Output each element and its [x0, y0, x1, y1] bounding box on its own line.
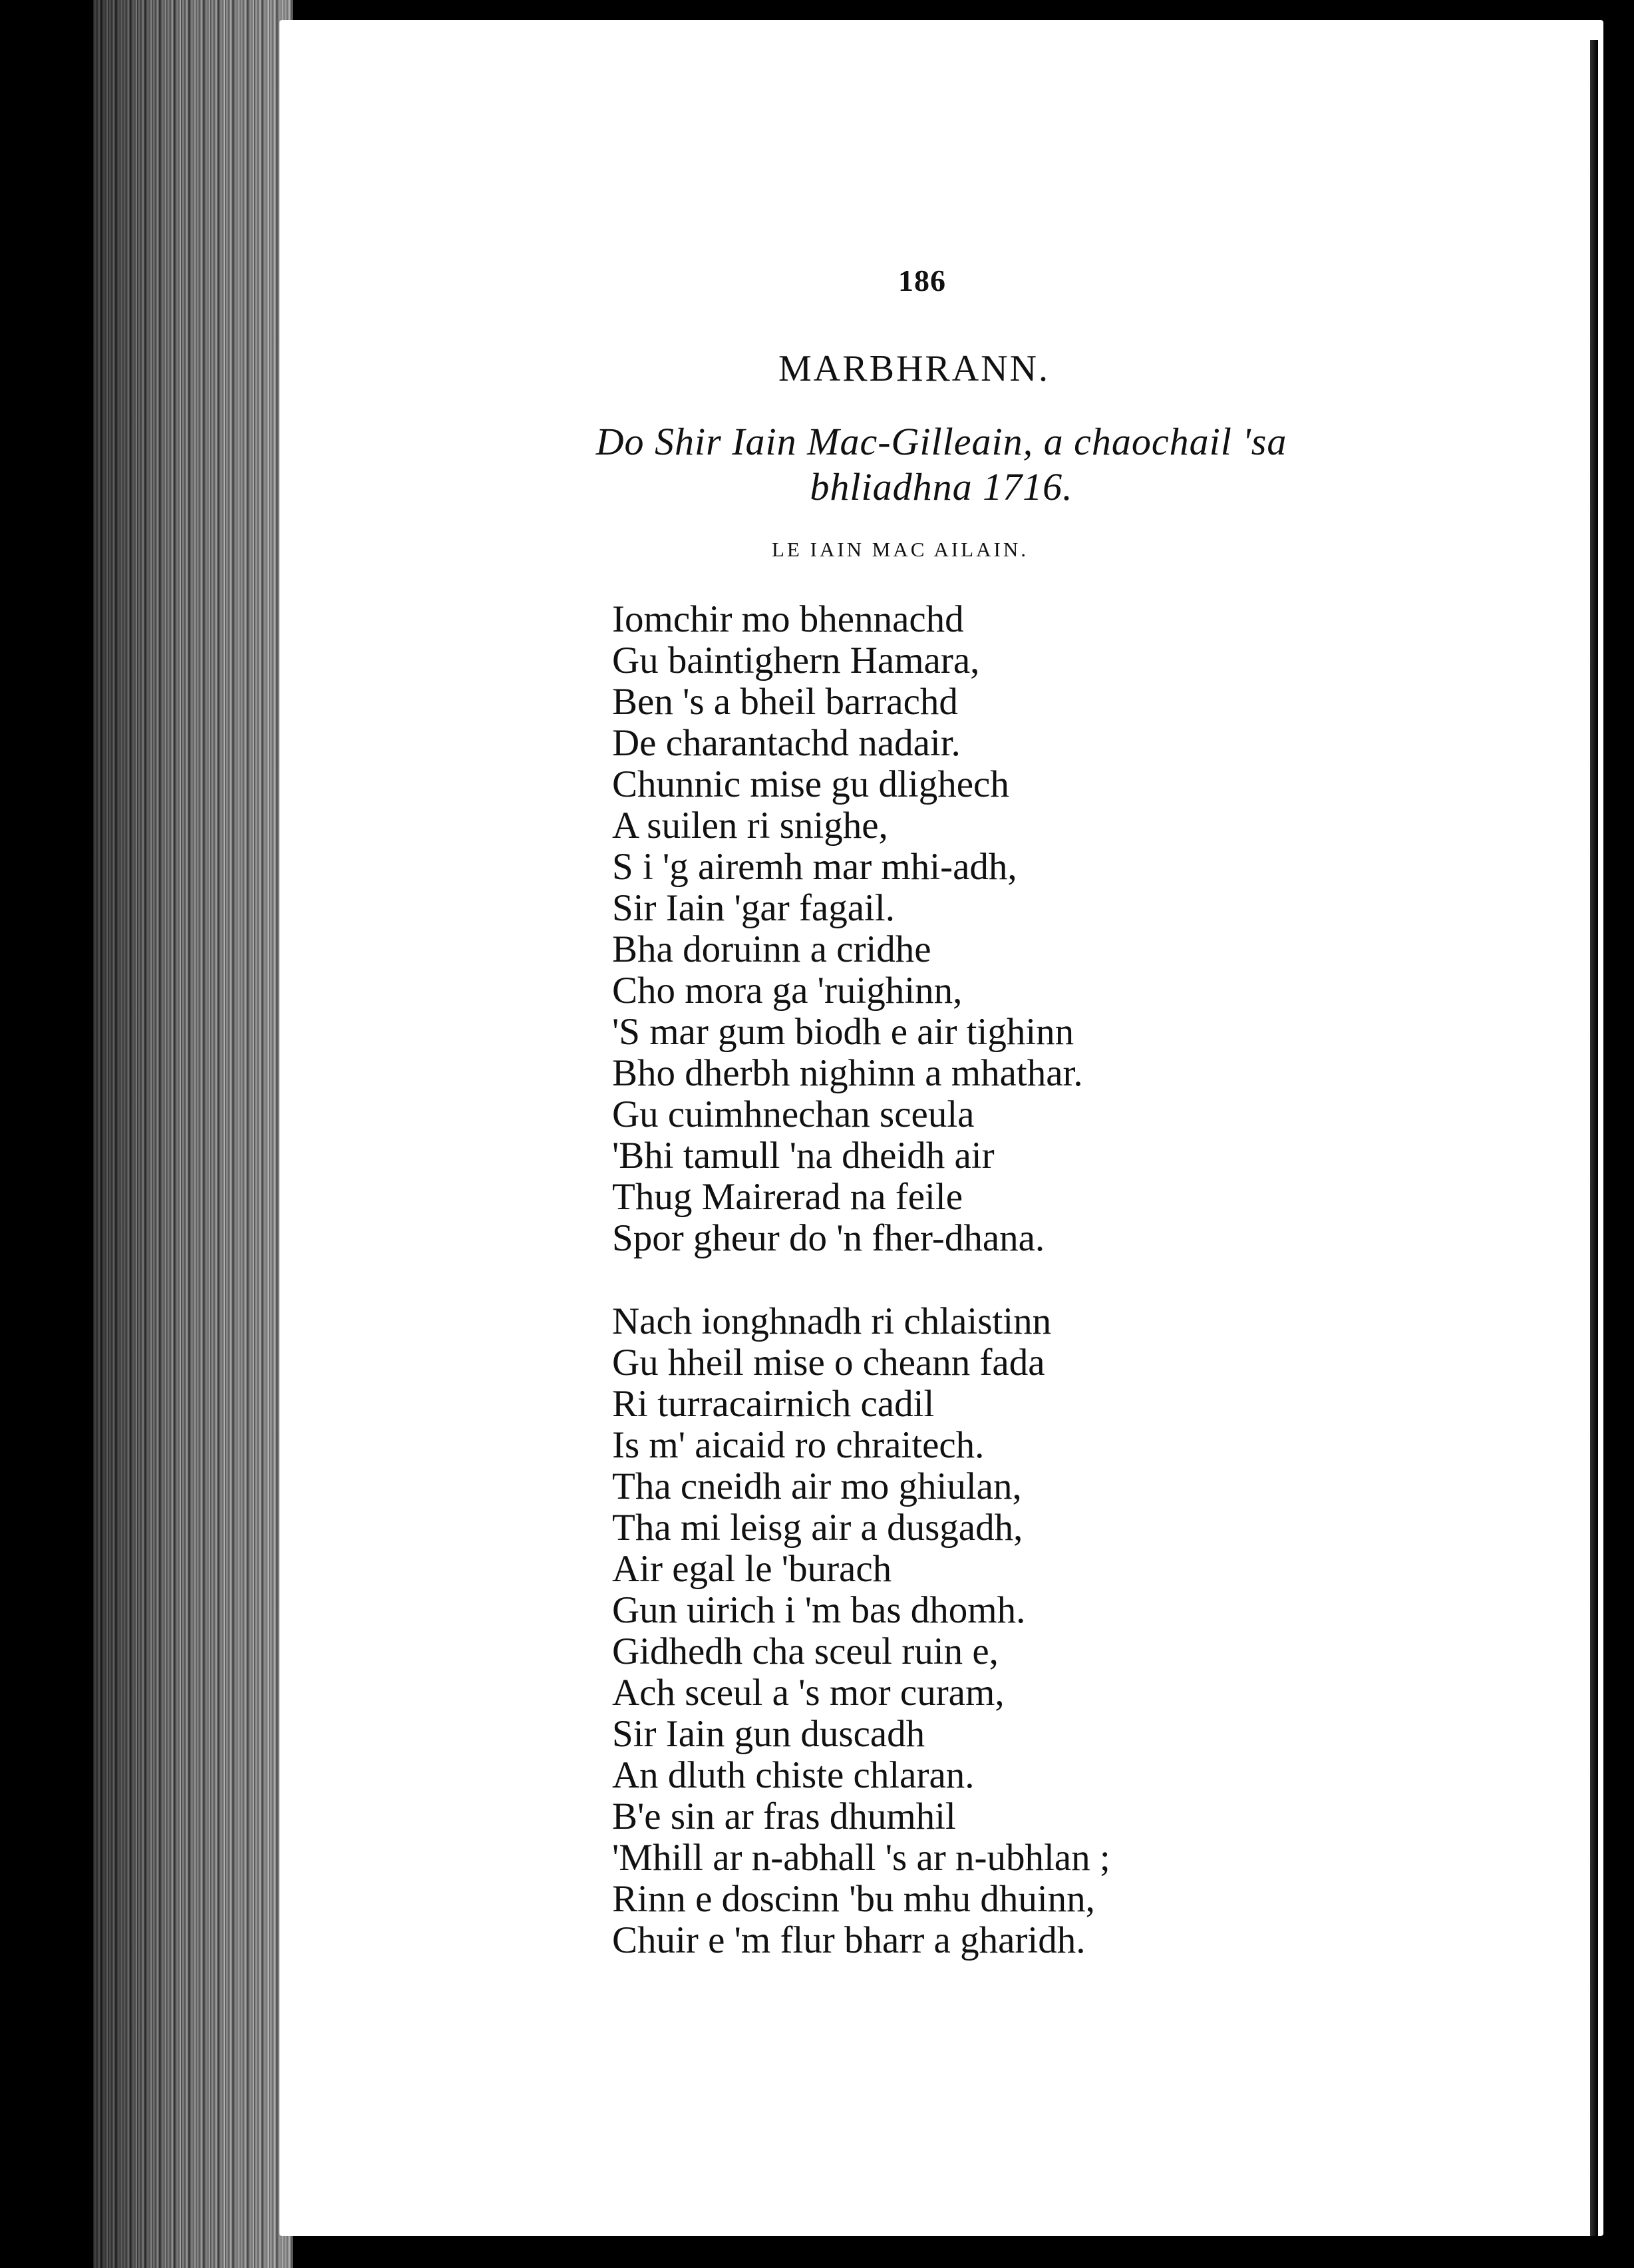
verse-line: Chuir e 'm flur bharr a gharidh. — [612, 1919, 1086, 1961]
verse-line: Gu baintighern Hamara, — [612, 640, 980, 681]
verse-line: 'Mhill ar n-abhall 's ar n-ubhlan ; — [612, 1837, 1110, 1879]
verse-line: 'S mar gum biodh e air tighinn — [612, 1011, 1074, 1053]
verse-line: Gu cuimhnechan sceula — [612, 1093, 975, 1135]
poem-author: LE IAIN MAC AILAIN. — [772, 538, 1029, 561]
verse-line: An dluth chiste chlaran. — [612, 1754, 975, 1796]
page-edge-shadow — [1590, 40, 1598, 2236]
verse-line: Bha doruinn a cridhe — [612, 928, 931, 970]
book-page-edges — [93, 0, 293, 2268]
verse-line: A suilen ri snighe, — [612, 805, 888, 847]
verse-line: Gu hheil mise o cheann fada — [612, 1342, 1045, 1384]
verse-line: Ri turracairnich cadil — [612, 1383, 935, 1425]
verse-line: Tha cneidh air mo ghiulan, — [612, 1465, 1022, 1507]
verse-line: Gidhedh cha sceul ruin e, — [612, 1630, 999, 1672]
verse-line: Air egal le 'burach — [612, 1548, 892, 1590]
verse-line: Nach ionghnadh ri chlaistinn — [612, 1300, 1052, 1342]
stanza-1 — [612, 599, 1083, 1259]
verse-line: Sir Iain gun duscadh — [612, 1713, 925, 1755]
verse-line: Iomchir mo bhennachd — [612, 598, 964, 640]
poem-title: MARBHRANN. — [778, 348, 1051, 389]
verse-line: 'Bhi tamull 'na dheidh air — [612, 1135, 995, 1177]
verse-line: Tha mi leisg air a dusgadh, — [612, 1507, 1023, 1549]
verse-line: Bho dherbh nighinn a mhathar. — [612, 1052, 1083, 1094]
verse-line: Chunnic mise gu dlighech — [612, 763, 1009, 805]
verse-line: Ach sceul a 's mor curam, — [612, 1672, 1005, 1714]
verse-line: Gun uirich i 'm bas dhomh. — [612, 1589, 1026, 1631]
verse-line: Thug Mairerad na feile — [612, 1176, 963, 1218]
verse-line: Spor gheur do 'n fher-dhana. — [612, 1217, 1045, 1259]
stanza-2 — [612, 1301, 1110, 1961]
verse-line: Sir Iain 'gar fagail. — [612, 887, 895, 929]
verse-line: Cho mora ga 'ruighinn, — [612, 970, 963, 1012]
verse-line: Is m' aicaid ro chraitech. — [612, 1424, 985, 1466]
verse-line: De charantachd nadair. — [612, 722, 961, 764]
verse-line: Ben 's a bheil barrachd — [612, 681, 958, 723]
verse-line: B'e sin ar fras dhumhil — [612, 1796, 956, 1837]
poem-subtitle: Do Shir Iain Mac-Gilleain, a chaochail 'sa bhliadhna 1716. — [595, 420, 1287, 508]
page-number: 186 — [898, 264, 946, 297]
verse-line: S i 'g airemh mar mhi-adh, — [612, 846, 1017, 888]
verse-line: Rinn e doscinn 'bu mhu dhuinn, — [612, 1878, 1095, 1920]
